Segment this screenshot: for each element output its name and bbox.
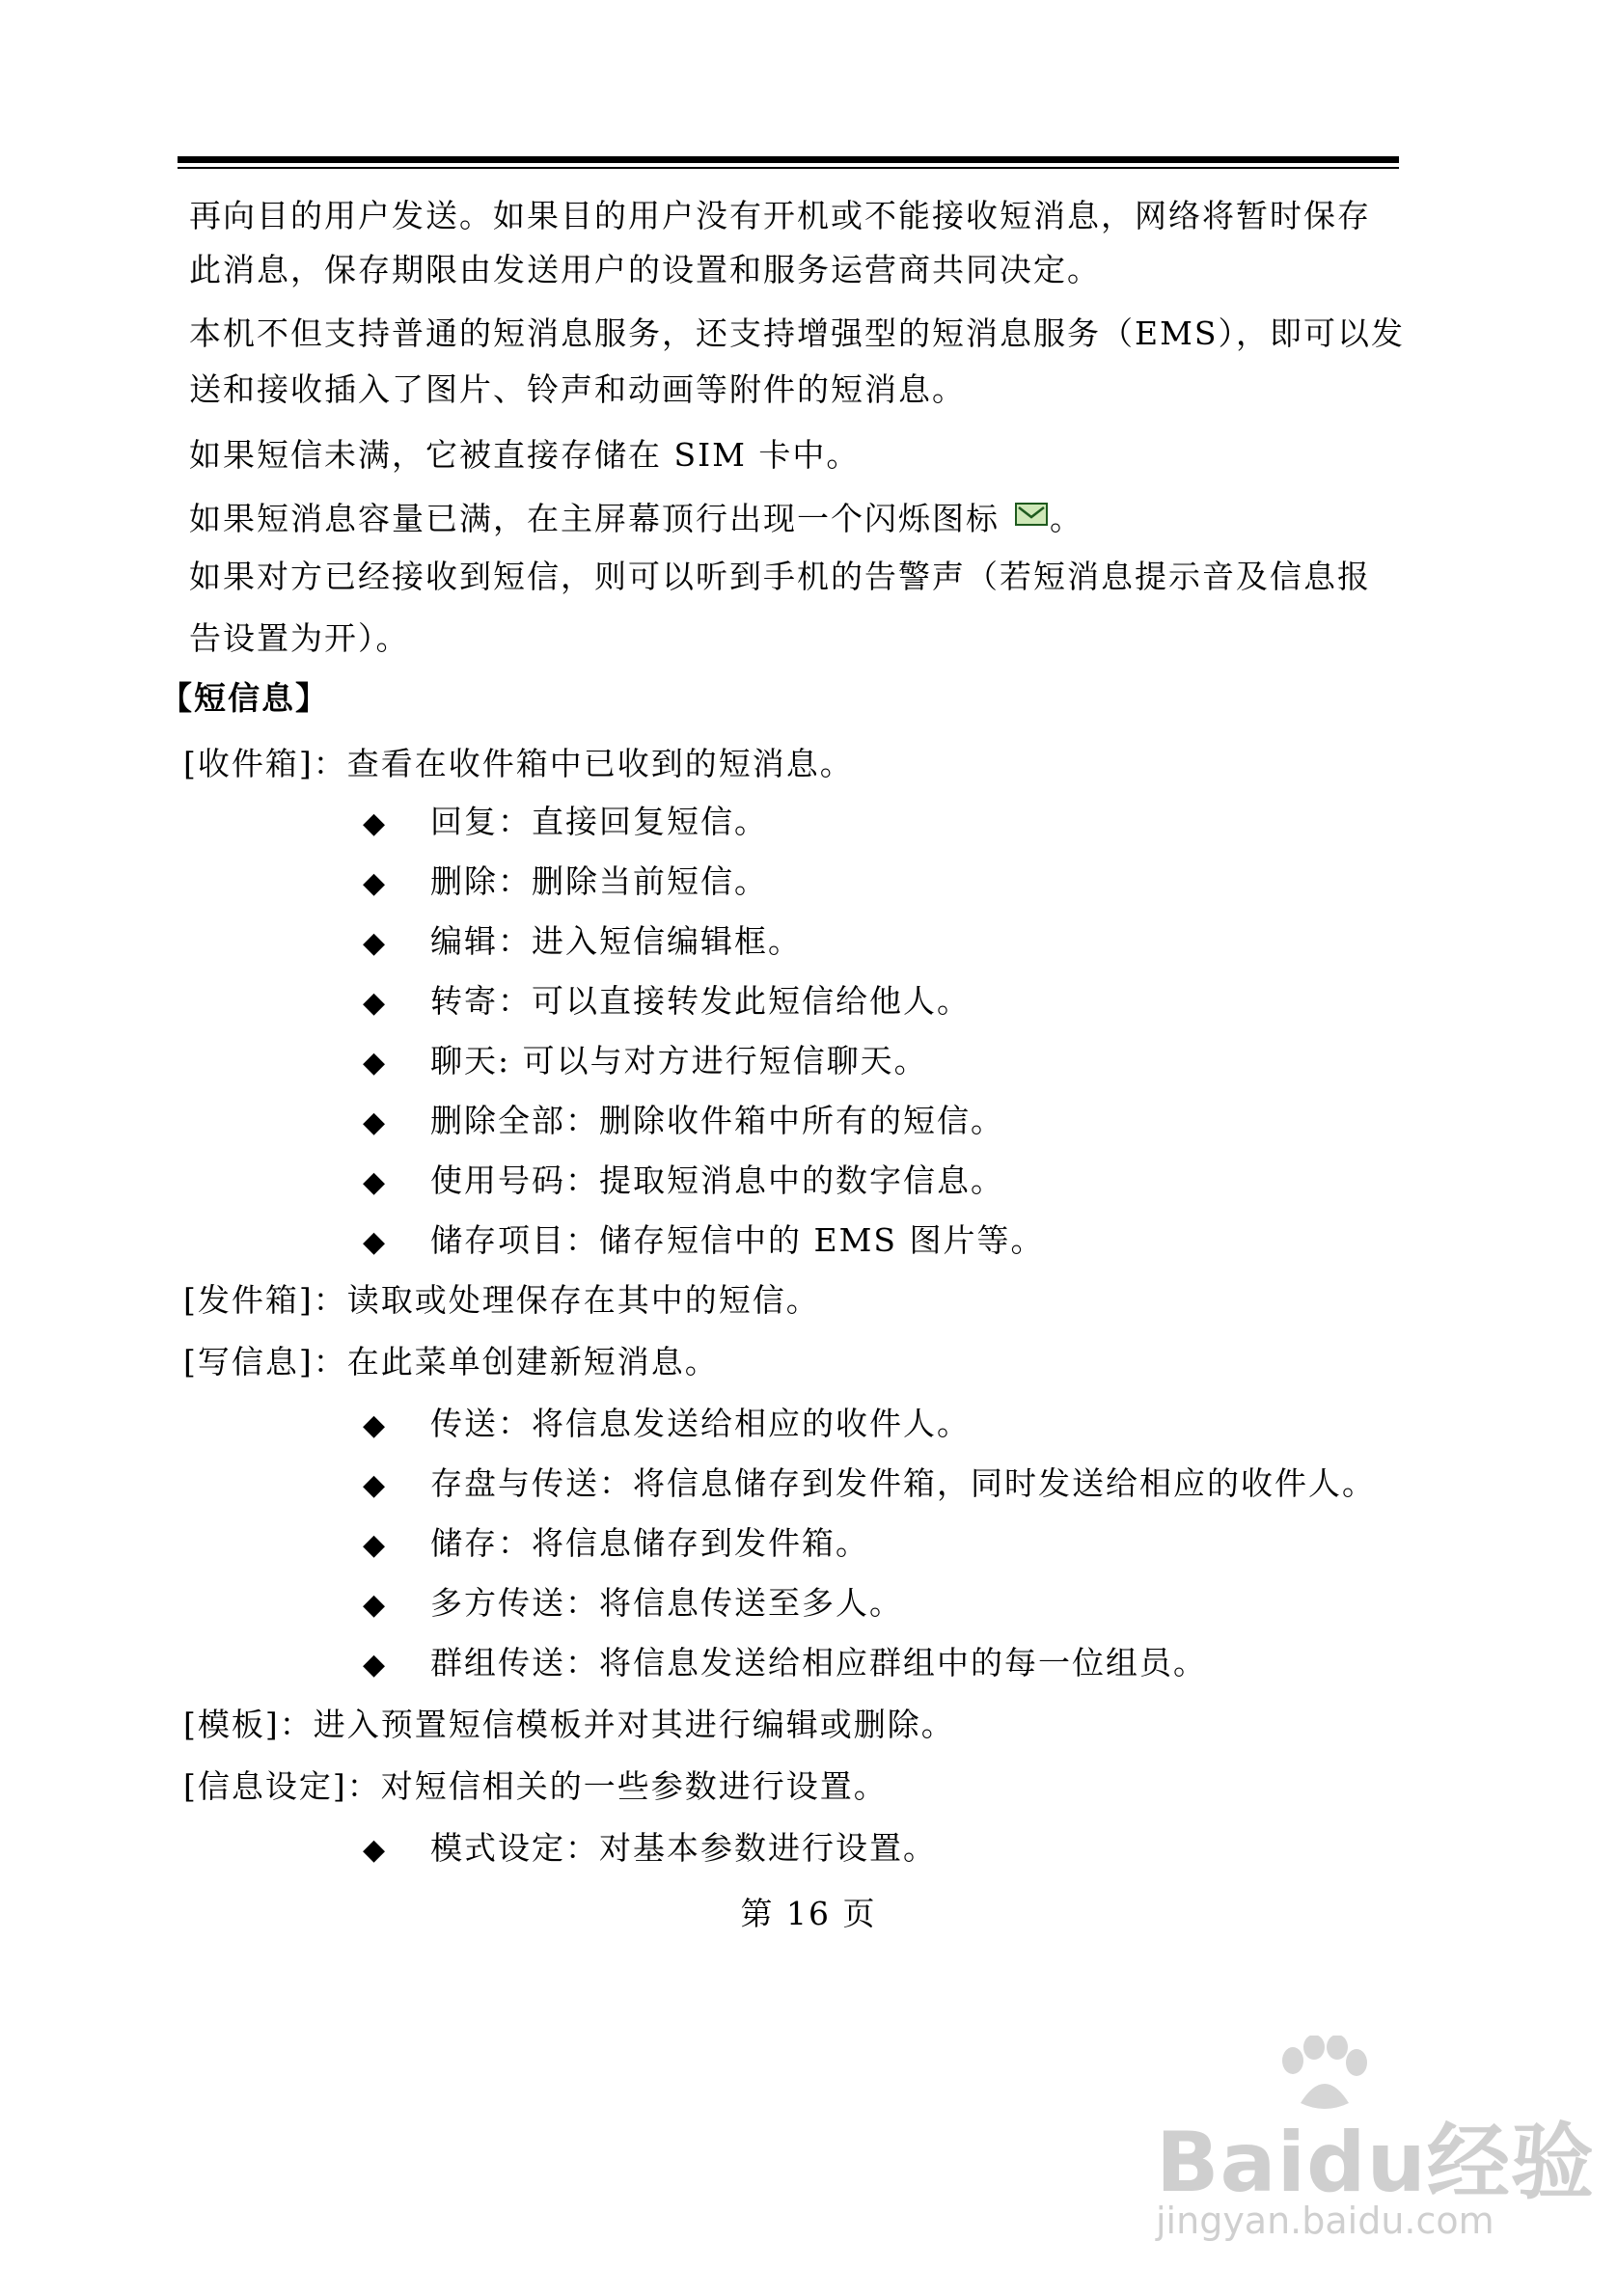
menu-label-inbox: [收件箱]：查看在收件箱中已收到的短消息。 — [183, 745, 854, 782]
bullet-icon: ◆ — [363, 986, 388, 1020]
menu-label-outbox: [发件箱]：读取或处理保存在其中的短信。 — [183, 1281, 820, 1319]
list-item — [363, 980, 971, 1025]
menu-label-compose: [写信息]：在此菜单创建新短消息。 — [183, 1343, 719, 1380]
bullet-icon: ◆ — [363, 1588, 388, 1622]
watermark-logo: Baidu经验 — [1156, 2115, 1595, 2211]
section-title: 【短信息】 — [160, 679, 329, 717]
list-item — [363, 1219, 1044, 1264]
menu-label-settings: [信息设定]：对短信相关的一些参数进行设置。 — [183, 1767, 888, 1805]
bullet-icon: ◆ — [363, 1833, 388, 1867]
list-item-text: 储存项目：储存短信中的 EMS 图片等。 — [430, 1221, 1045, 1259]
list-item — [363, 801, 768, 845]
paragraph-line: 再向目的用户发送。如果目的用户没有开机或不能接收短消息，网络将暂时保存 — [189, 197, 1371, 234]
bullet-icon: ◆ — [363, 1648, 388, 1681]
bullet-icon: ◆ — [363, 806, 388, 840]
list-item-text: 编辑：进入短信编辑框。 — [430, 922, 802, 960]
list-item-text: 多方传送：将信息传送至多人。 — [430, 1584, 903, 1622]
watermark-url: jingyan.baidu.com — [1156, 2200, 1494, 2242]
list-item-text: 转寄：可以直接转发此短信给他人。 — [430, 982, 971, 1020]
bullet-icon: ◆ — [363, 1106, 388, 1139]
header-rule-thin — [178, 167, 1399, 169]
list-item — [363, 1160, 1004, 1204]
list-item — [363, 1462, 1376, 1507]
list-item — [363, 920, 802, 965]
bullet-icon: ◆ — [363, 1046, 388, 1080]
bullet-icon: ◆ — [363, 1408, 388, 1442]
paragraph-line-with-icon — [189, 498, 1083, 540]
list-item-text: 删除全部：删除收件箱中所有的短信。 — [430, 1102, 1004, 1139]
list-item-text: 回复：直接回复短信。 — [430, 803, 768, 840]
watermark — [1156, 2036, 1595, 2248]
paragraph-line: 如果对方已经接收到短信，则可以听到手机的告警声（若短消息提示音及信息报 — [189, 558, 1371, 595]
list-item — [363, 1040, 928, 1084]
list-item — [363, 1522, 869, 1567]
paragraph-text: 。 — [1050, 500, 1083, 537]
list-item — [363, 1582, 903, 1626]
list-item — [363, 861, 768, 905]
list-item-text: 传送：将信息发送给相应的收件人。 — [430, 1405, 971, 1442]
list-item-text: 模式设定：对基本参数进行设置。 — [430, 1829, 937, 1867]
list-item-text: 使用号码：提取短消息中的数字信息。 — [430, 1162, 1004, 1199]
paragraph-line: 送和接收插入了图片、铃声和动画等附件的短消息。 — [189, 370, 966, 408]
bullet-icon: ◆ — [363, 866, 388, 900]
paragraph-line: 此消息，保存期限由发送用户的设置和服务运营商共同决定。 — [189, 251, 1101, 288]
header-rule-thick — [178, 156, 1399, 163]
list-item-text: 存盘与传送：将信息储存到发件箱，同时发送给相应的收件人。 — [430, 1464, 1376, 1502]
list-item — [363, 1100, 1004, 1144]
list-item-text: 删除：删除当前短信。 — [430, 862, 768, 900]
paragraph-line: 本机不但支持普通的短消息服务，还支持增强型的短消息服务（EMS），即可以发 — [189, 314, 1405, 352]
bullet-icon: ◆ — [363, 1468, 388, 1502]
bullet-icon: ◆ — [363, 926, 388, 960]
list-item-text: 储存：将信息储存到发件箱。 — [430, 1524, 869, 1562]
list-item — [363, 1827, 937, 1872]
bullet-icon: ◆ — [363, 1165, 388, 1199]
paragraph-text: 如果短消息容量已满，在主屏幕顶行出现一个闪烁图标 — [189, 500, 1000, 537]
paragraph-line: 告设置为开）。 — [189, 619, 410, 657]
list-item — [363, 1642, 1207, 1686]
page-number: 第 16 页 — [740, 1895, 877, 1932]
list-item-text: 群组传送：将信息发送给相应群组中的每一位组员。 — [430, 1644, 1207, 1681]
list-item-text: 聊天: 可以与对方进行短信聊天。 — [430, 1042, 928, 1080]
bullet-icon: ◆ — [363, 1225, 388, 1259]
list-item — [363, 1403, 971, 1447]
menu-label-templates: [模板]：进入预置短信模板并对其进行编辑或删除。 — [183, 1706, 955, 1743]
bullet-icon: ◆ — [363, 1528, 388, 1562]
envelope-icon — [1015, 503, 1048, 526]
paragraph-line: 如果短信未满，它被直接存储在 SIM 卡中。 — [189, 436, 861, 474]
